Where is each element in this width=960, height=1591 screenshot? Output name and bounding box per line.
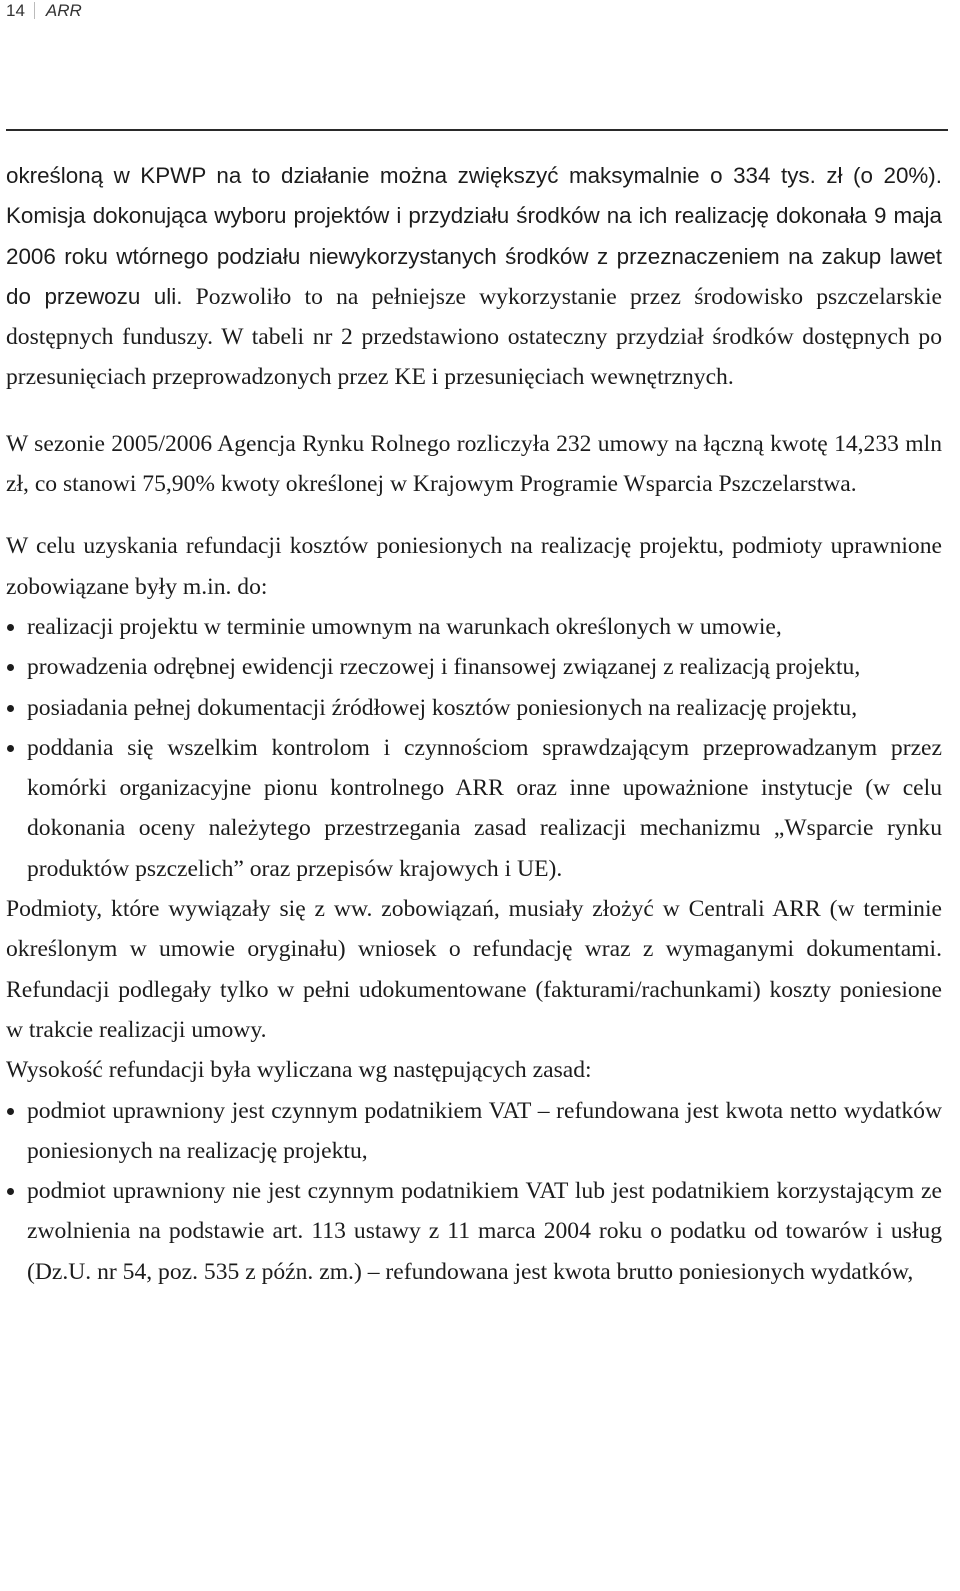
list-item: podmiot uprawniony nie jest czynnym podatnikiem VAT lub jest podatnikiem korzystającym ze zwolnienia na podstawie art. 113 ustawy z 11 marca 2004 roku o podatku od towarów i usług (Dz.U. nr 54, poz. 535 z późn. zm.) – refundowana jest kwota brutto poniesionych wydatków, bbox=[6, 1171, 942, 1292]
paragraph-5: Wysokość refundacji była wyliczana wg następujących zasad: bbox=[6, 1057, 592, 1084]
page-number: 14 bbox=[6, 1, 25, 20]
list-item: podmiot uprawniony jest czynnym podatnikiem VAT – refundowana jest kwota netto wydatków poniesionych na realizację projektu, bbox=[6, 1091, 942, 1172]
page-header bbox=[6, 0, 82, 30]
header-rule bbox=[6, 129, 948, 131]
list-item: posiadania pełnej dokumentacji źródłowej kosztów poniesionych na realizację projektu, bbox=[6, 688, 942, 728]
paragraph-2: W sezonie 2005/2006 Agencja Rynku Rolnego rozliczyła 232 umowy na łączną kwotę 14,233 mln zł, co stanowi 75,90% kwoty określonej w Krajowym Programie Wsparcia Pszczelarstwa. bbox=[6, 430, 942, 498]
document-body bbox=[6, 156, 942, 1292]
obligations-list bbox=[6, 607, 942, 889]
list-item: realizacji projektu w terminie umownym na warunkach określonych w umowie, bbox=[6, 607, 942, 647]
list-item: poddania się wszelkim kontrolom i czynnościom sprawdzającym przeprowadzanym przez komórki organizacyjne pionu kontrolnego ARR oraz inne upoważnione instytucje (w celu dokonania oceny należytego przestrzegania zasad realizacji mechanizmu „Wsparcie rynku produktów pszczelich” oraz przepisów krajowych i UE). bbox=[6, 728, 942, 889]
paragraph-1-sans-text: określoną w KPWP na to działanie można zwiększyć maksymalnie o 334 tys. zł (o 20%). Komisja dokonująca wyboru projektów i przydziału środków na ich realizację dokonała 9 maja 2006 roku wtórnego podziału niewykorzystanych środków z przeznaczeniem na zakup lawet do przewozu uli. bbox=[6, 163, 942, 309]
paragraph-1-serif-text: Pozwoliło to na pełniejsze wykorzystanie przez środowisko pszczelarskie dostępnych funduszy. W tabeli nr 2 przedstawiono ostateczny przydział środków dostępnych po przesunięciach przeprowadzonych przez KE i przesunięciach wewnętrznych. bbox=[6, 283, 943, 391]
paragraph-1 bbox=[6, 156, 942, 398]
header-separator bbox=[34, 2, 35, 19]
paragraph-4: Podmioty, które wywiązały się z ww. zobowiązań, musiały złożyć w Centrali ARR (w terminie określonym w umowie oryginału) wniosek o refundację wraz z wymaganymi dokumentami. Refundacji podlegały tylko w pełni udokumentowane (fakturami/rachunkami) koszty poniesione w trakcie realizacji umowy. bbox=[6, 896, 942, 1043]
running-title: ARR bbox=[45, 1, 82, 20]
refund-rules-list bbox=[6, 1091, 942, 1292]
paragraph-3: W celu uzyskania refundacji kosztów poniesionych na realizację projektu, podmioty uprawnione zobowiązane były m.in. do: bbox=[6, 533, 942, 600]
list-item: prowadzenia odrębnej ewidencji rzeczowej i finansowej związanej z realizacją projektu, bbox=[6, 647, 942, 687]
